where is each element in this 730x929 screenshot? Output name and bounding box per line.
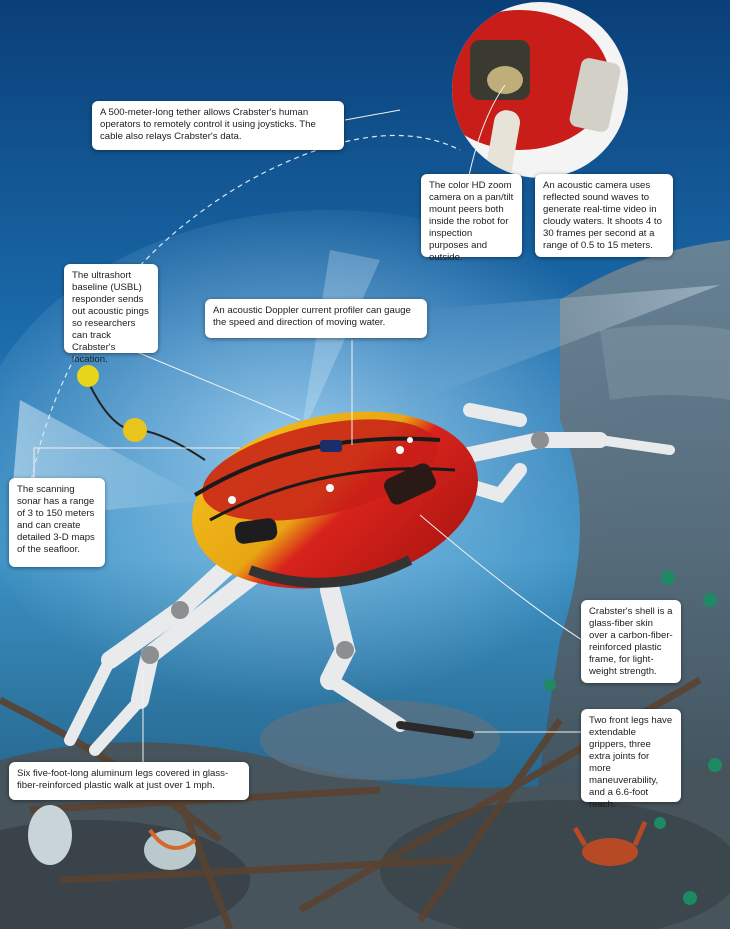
acoustic-camera-text: An acoustic camera uses reflected sound waves to generate real-time video in cloudy waters. It shoots 4 to 30 frames per second at a range of 0.5 to 15 meters. (543, 180, 662, 251)
hd-camera-text: The color HD zoom camera on a pan/tilt mount peers both inside the robot for inspection purposes and outside. (429, 180, 514, 263)
acoustic-camera-callout (535, 174, 673, 257)
shell-callout (581, 600, 681, 683)
tether-callout (92, 101, 344, 150)
usbl-callout (64, 264, 158, 365)
hd-camera-callout (421, 174, 522, 263)
doppler-text: An acoustic Doppler current profiler can gauge the speed and direction of moving water. (213, 305, 411, 328)
sonar-callout (9, 478, 105, 567)
shell-text: Crabster's shell is a glass-fiber skin over a carbon-fiber-reinforced plastic frame, for light-weight strength. (589, 606, 673, 677)
legs-text: Six five-foot-long aluminum legs covered in glass-fiber-reinforced plastic walk at just over 1 mph. (17, 768, 229, 791)
front-legs-text: Two front legs have extendable grippers, three extra joints for more maneuverability, and a 6.6-foot reach. (589, 715, 673, 810)
tether-text: A 500-meter-long tether allows Crabster's human operators to remotely control it using joysticks. The cable also relays Crabster's data. (100, 107, 316, 142)
front-legs-callout (581, 709, 681, 810)
sonar-text: The scanning sonar has a range of 3 to 150 meters and can create detailed 3-D maps of the seafloor. (17, 484, 95, 555)
legs-callout (9, 762, 249, 800)
doppler-callout (205, 299, 427, 338)
usbl-text: The ultrashort baseline (USBL) responder sends out acoustic pings so researchers can track Crabster's location. (72, 270, 149, 365)
yellow-float (77, 365, 99, 387)
yellow-float (123, 418, 147, 442)
